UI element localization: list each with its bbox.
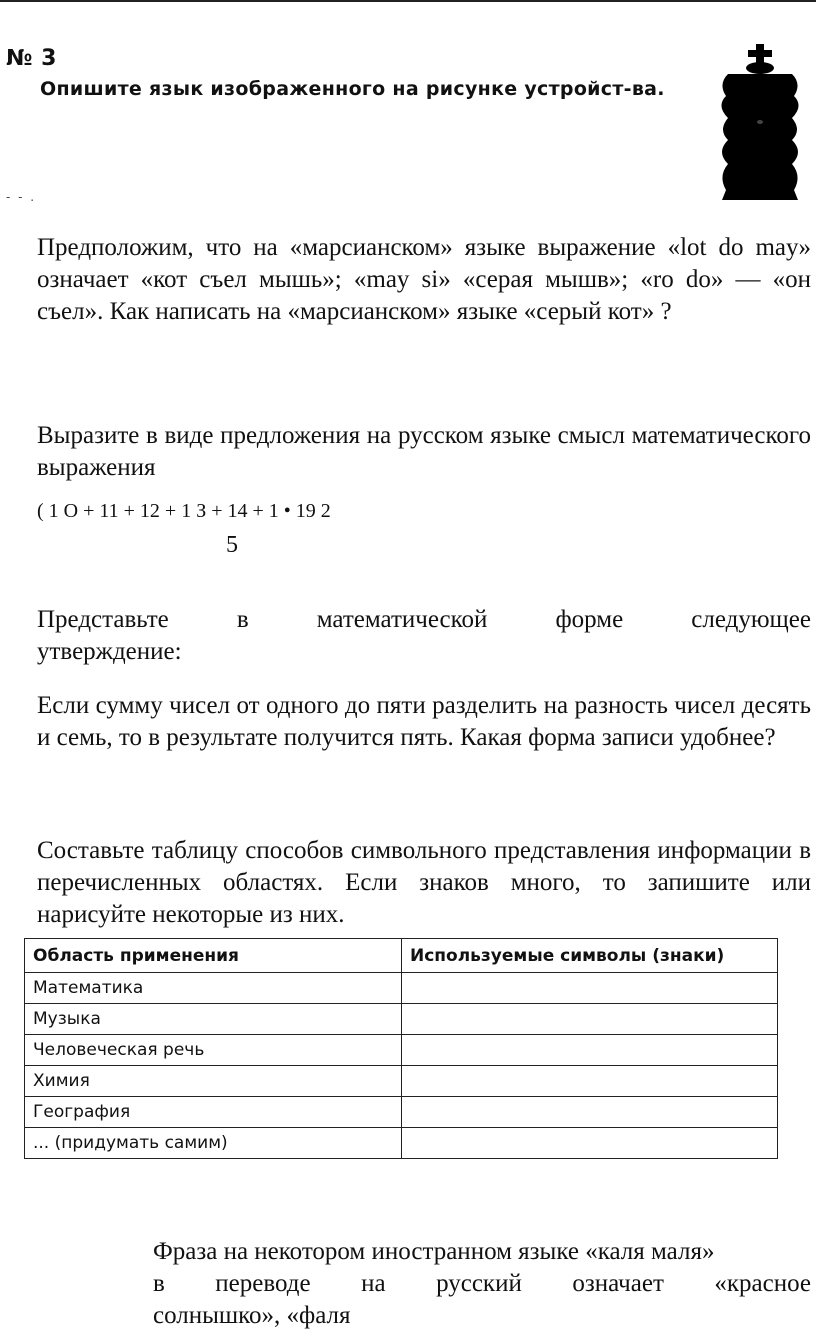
paragraph-martian: Предположим, что на «марсианском» языке выражение «lot do may» означает «кот съел мышь»; «may si» «серая мышв»; «ro do» — «он съел». Как написать на «марсианском» языке «серый кот» ? [37, 234, 811, 325]
area-cell: Человеческая речь [25, 1035, 402, 1066]
word: форме [555, 606, 624, 633]
word: в [236, 606, 249, 633]
top-rule [0, 0, 816, 2]
area-cell: Музыка [25, 1004, 402, 1035]
phrase-line-1: Фраза на некотором иностранном языке «каля маля» [153, 1238, 715, 1265]
represent-line-2: утверждение: [37, 638, 182, 665]
table-header-row [25, 939, 778, 973]
word: на [361, 1270, 386, 1297]
symbols-table [24, 938, 778, 1159]
formula-denominator: 5 [226, 532, 238, 558]
area-cell: Химия [25, 1066, 402, 1097]
phrase-line-3: солнышко», «фаля [153, 1302, 351, 1329]
table-row [25, 1035, 778, 1066]
symbols-cell[interactable] [402, 1004, 778, 1035]
area-cell: Математика [25, 973, 402, 1004]
word: математической [316, 606, 488, 633]
paragraph-represent [37, 604, 811, 668]
table-row [25, 1066, 778, 1097]
table-row [25, 973, 778, 1004]
scan-marks: - - . [6, 190, 37, 204]
word: русский [436, 1270, 522, 1297]
task-heading: Опишите язык изображенного на рисунке устройст-ва. [40, 78, 665, 100]
word: следующее [691, 606, 811, 633]
paragraph-statement: Если сумму чисел от одного до пяти разделить на разность чисел десять и семь, то в результате получится пять. Какая форма записи удобнее? [37, 692, 811, 751]
symbols-cell[interactable] [402, 973, 778, 1004]
word: Представьте [37, 606, 169, 633]
symbols-cell[interactable] [402, 1097, 778, 1128]
word: в [153, 1270, 165, 1297]
paragraph-table-task: Составьте таблицу способов символьного представления информации в перечисленных областях. Если знаков много, то запишите или нарисуйте некоторые из них. [37, 837, 811, 928]
symbols-cell[interactable] [402, 1066, 778, 1097]
represent-line-1 [37, 604, 811, 636]
table-row [25, 1097, 778, 1128]
area-cell: География [25, 1097, 402, 1128]
abacus-stack-icon [712, 44, 808, 202]
word: означает [572, 1270, 664, 1297]
task-number: № 3 [6, 46, 57, 71]
table-row [25, 1004, 778, 1035]
symbols-cell[interactable] [402, 1035, 778, 1066]
header-area: Область применения [25, 939, 402, 973]
header-symbols: Используемые символы (знаки) [402, 939, 778, 973]
phrase-line-2 [153, 1268, 811, 1300]
symbols-cell[interactable] [402, 1128, 778, 1159]
paragraph-express: Выразите в виде предложения на русском языке смысл математического выражения [37, 422, 811, 481]
word: «красное [714, 1270, 811, 1297]
formula-numerator: ( 1 О + 11 + 12 + 1 З + 14 + 1 • 19 2 [37, 500, 331, 522]
word: переводе [215, 1270, 311, 1297]
table-row [25, 1128, 778, 1159]
paragraph-foreign-phrase [153, 1236, 811, 1332]
area-cell: ... (придумать самим) [25, 1128, 402, 1159]
